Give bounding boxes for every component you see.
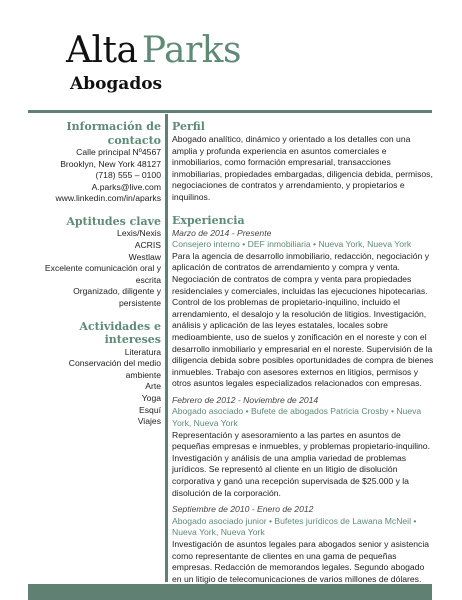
job-date: Marzo de 2014 - Presente <box>172 227 272 238</box>
column-divider <box>165 114 168 582</box>
activity-item: Literatura <box>124 346 161 357</box>
contact-phone: (718) 555 – 0100 <box>95 170 161 181</box>
job-title: Abogado asociado • Bufete de abogados Patricia Crosby • Nueva York, Nueva York <box>172 406 422 429</box>
job-entry <box>172 504 434 585</box>
right-column <box>172 120 434 590</box>
skill-item: ACRIS <box>134 240 161 251</box>
activities-heading <box>28 320 161 347</box>
activity-item: ambiente <box>125 369 161 380</box>
skill-item: Westlaw <box>128 251 161 262</box>
job-date: Febrero de 2012 - Noviembre de 2014 <box>172 394 319 405</box>
subtitle: Abogados <box>70 74 163 94</box>
skill-item: persistente <box>118 298 161 309</box>
footer-band <box>28 584 432 600</box>
experience-heading: Experiencia <box>172 213 245 227</box>
job-description: Representación y asesoramiento a las partes en asuntos de pequeñas empresas e inmuebles, y problemas propietario-inquilino. Investigación y análisis de una amplia variedad de problemas jurídicos. Se representó al cliente en un litigio de disolución corporativa y ganó una recepción supervisada de $25.000 y la disolución de la corporación. <box>172 429 430 498</box>
last-name: Parks <box>141 30 241 71</box>
skills-heading: Aptitudes clave <box>66 214 161 228</box>
activity-item: Conservación del medio <box>68 358 161 369</box>
activity-item: Viajes <box>137 416 161 427</box>
activities-heading-line1: Actividades e <box>79 319 161 333</box>
contact-address: Calle principal Nº4567 <box>76 147 161 157</box>
activity-item: Esquí <box>139 404 161 415</box>
job-entry <box>172 228 434 390</box>
job-entry <box>172 395 434 499</box>
top-divider <box>28 110 432 113</box>
contact-city: Brooklyn, New York 48127 <box>60 158 161 169</box>
contact-web[interactable]: www.linkedin.com/in/aparks <box>55 193 161 204</box>
activity-item: Arte <box>145 381 161 392</box>
activities-heading-line2: intereses <box>104 333 161 347</box>
job-description: Para la agencia de desarrollo inmobiliario, redacción, negociación y aplicación de contratos de arrendamiento y compra y venta. Negociación de contratos de compra y venta para propiedades residenciales y comerciales, incluidas las ejecuciones hipotecarias. Control de los problemas de propietario-inquilino, incluido el arrendamiento, el desalojo y la resolución de litigios. Investigación, análisis y aplicación de las leyes estatales, locales sobre medioambiente, uso de suelos y zonificación en el noreste y con el desarrollo inmobiliario y empresarial en el noreste. Supervisión de la diligencia debida sobre posibles oportunidades de compra de bienes inmuebles. Trabajo con asesores externos en litigios, permisos y otros asuntos legales especializados relacionados con empresas. <box>172 250 434 389</box>
profile-heading: Perfil <box>172 120 205 133</box>
job-description: Investigación de asuntos legales para abogados senior y asistencia como representante de clientes en una gama de pequeñas empresas. Redacción de memorandos legales. Segundo abogado en un litigio de telecomunicaciones de varios millones de dólares. <box>172 539 430 584</box>
job-title: Consejero interno • DEF inmobiliaria • Nueva York, Nueva York <box>172 239 412 250</box>
skill-item: Lexis/Nexis <box>117 228 161 239</box>
left-column <box>28 120 161 428</box>
job-title: Abogado asociado junior • Bufetes jurídicos de Lawana McNeil • Nueva York, Nueva York <box>172 515 417 538</box>
job-date: Septiembre de 2010 - Enero de 2012 <box>172 504 314 515</box>
skill-item: Excelente comunicación oral y <box>44 263 161 274</box>
first-name: Alta <box>66 30 138 71</box>
profile-text: Abogado analítico, dinámico y orientado a los detalles con una amplia y profunda experiencia en asuntos comerciales e inmobiliarios, como formación empresarial, transacciones inmobiliarias, propiedades embargadas, diligencia debida, permisos, negociaciones de contratos y arrendamiento, y propietarios e inquilinos. <box>172 134 433 202</box>
contact-heading-line1: Información de <box>66 120 161 133</box>
contact-heading <box>28 120 161 147</box>
name-heading <box>66 30 241 71</box>
contact-heading-line2: contacto <box>107 133 161 147</box>
skill-item: escrita <box>135 274 161 285</box>
contact-email[interactable]: A.parks@live.com <box>91 181 161 192</box>
activity-item: Yoga <box>141 393 161 403</box>
skill-item: Organizado, diligente y <box>73 286 161 297</box>
